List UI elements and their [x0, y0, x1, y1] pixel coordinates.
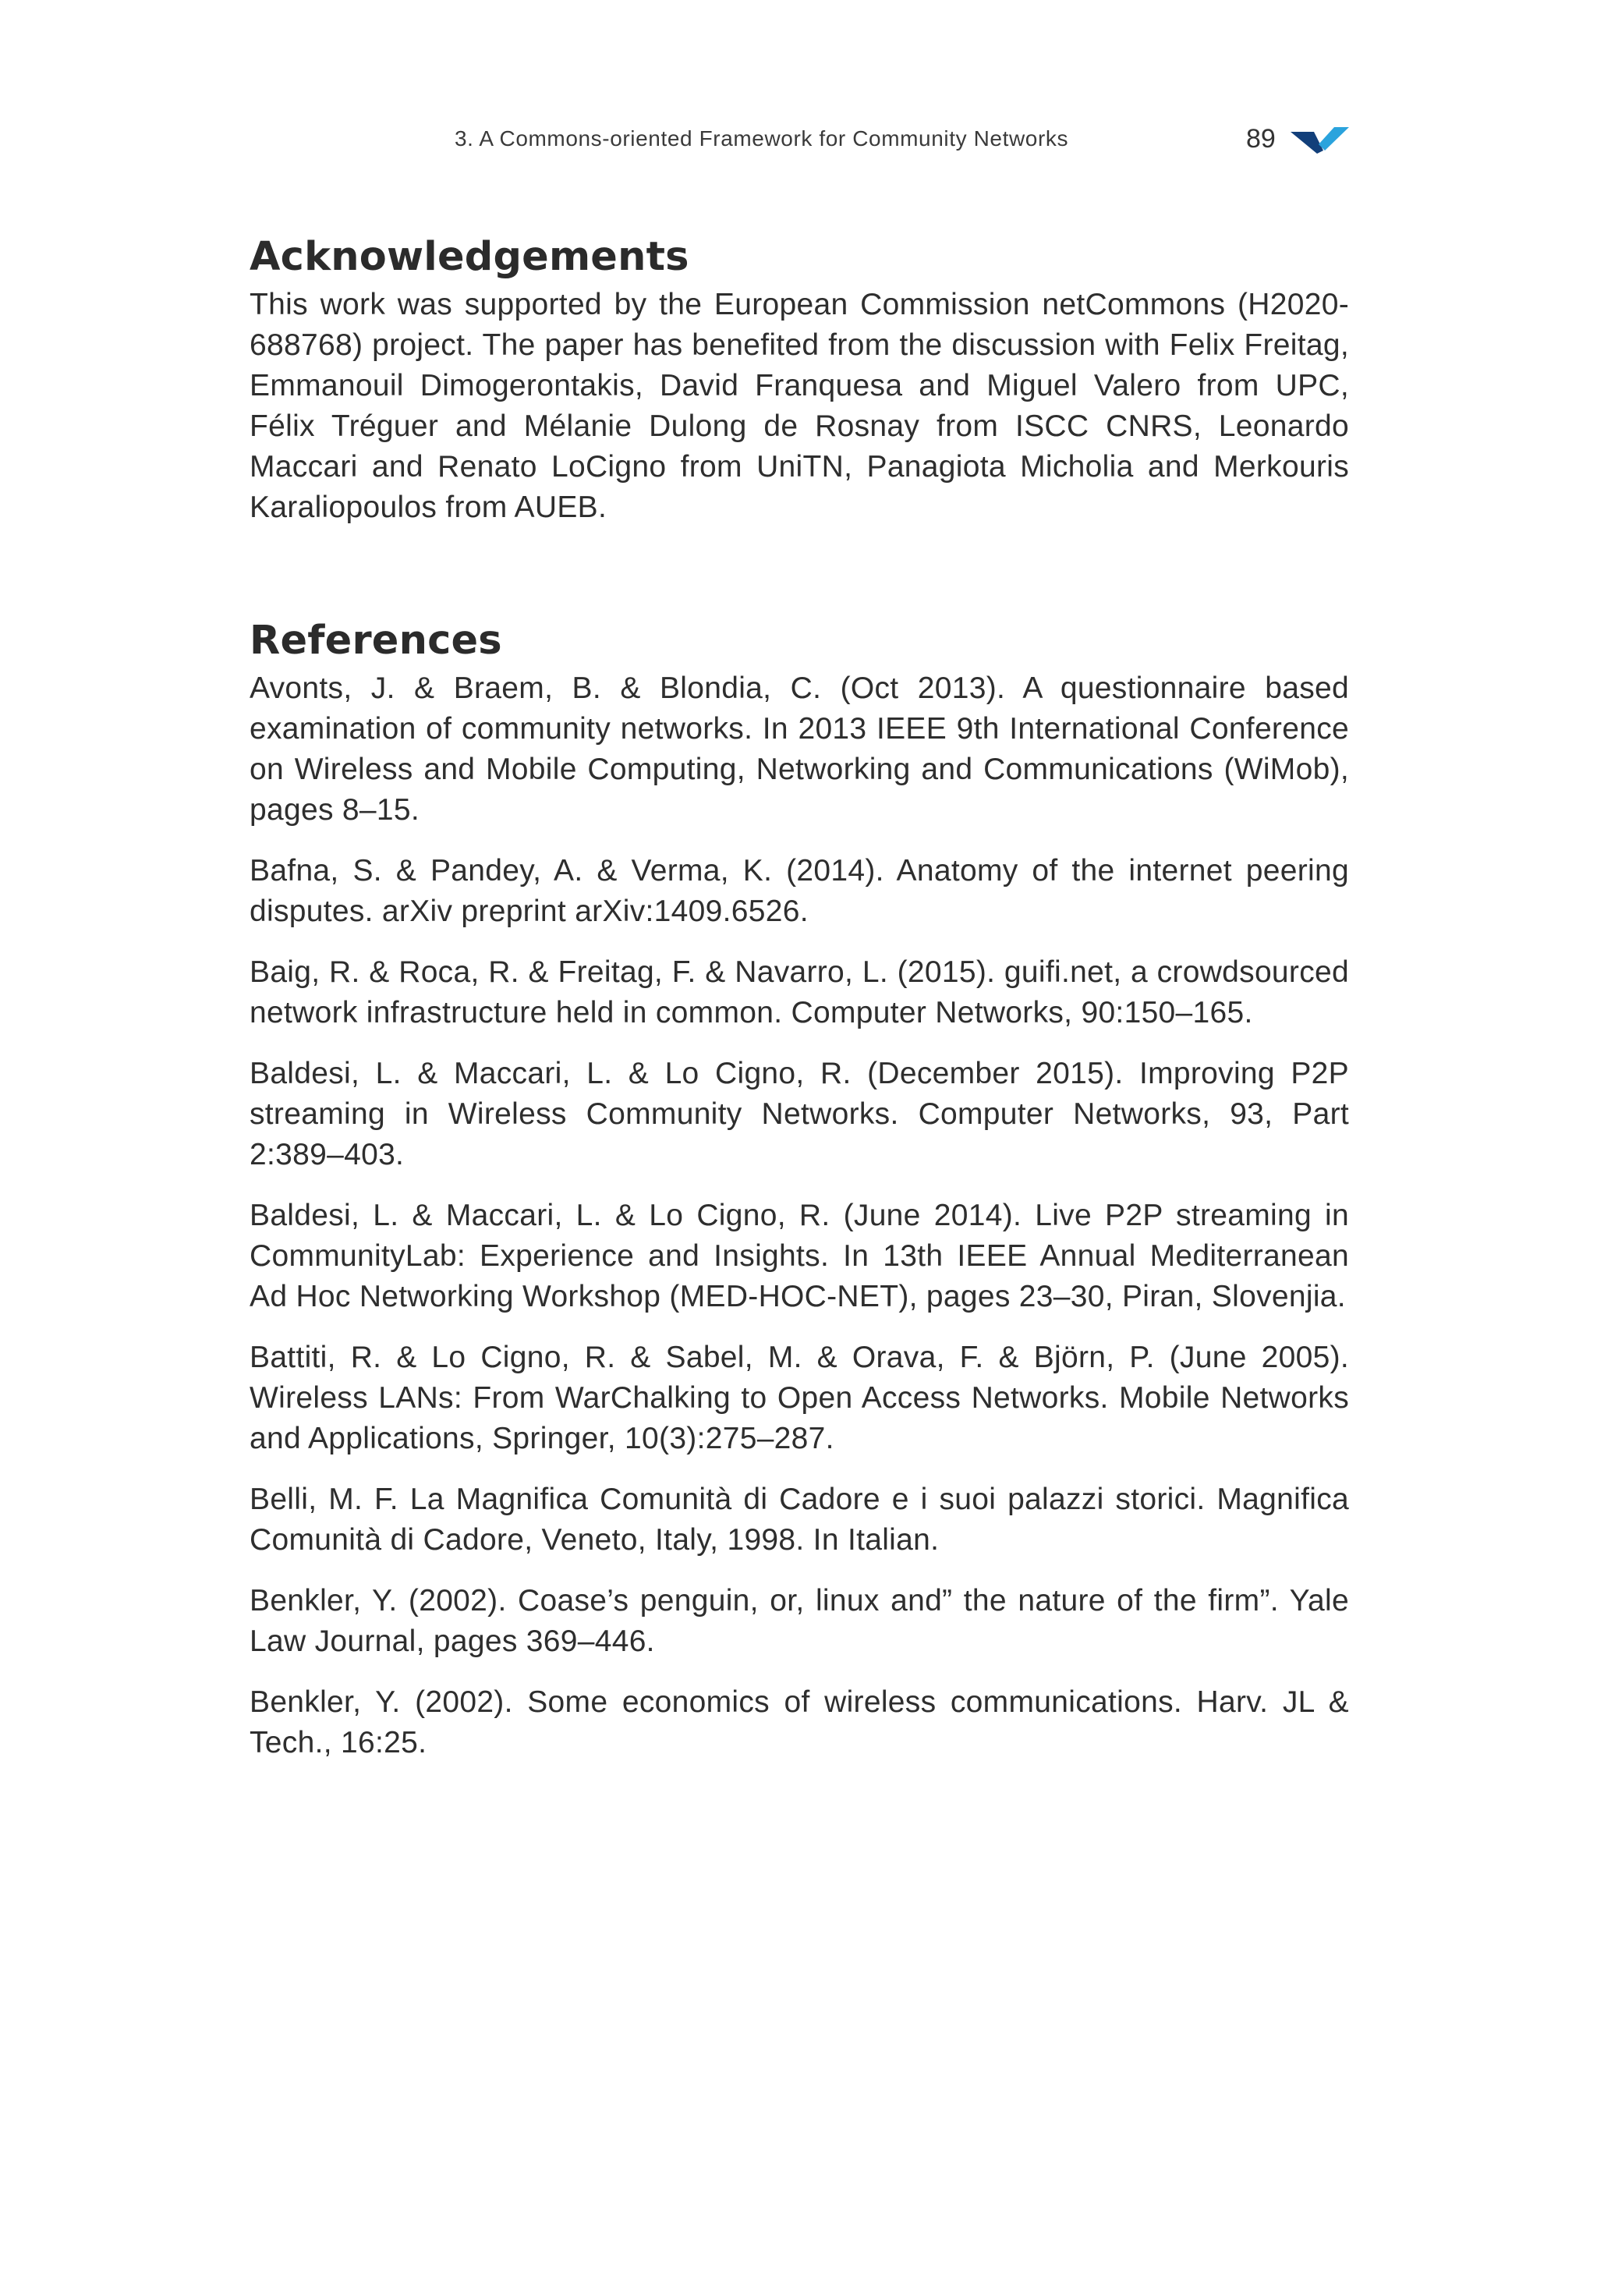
reference-item: Baig, R. & Roca, R. & Freitag, F. & Navarro, L. (2015). guifi.net, a crowdsourced network infrastructure held in common. Computer Networks, 90:150–165.	[250, 955, 1349, 1029]
reference-item: Belli, M. F. La Magnifica Comunità di Cadore e i suoi palazzi storici. Magnifica Comunità di Cadore, Veneto, Italy, 1998. In Italian.	[250, 1483, 1349, 1557]
reference-list	[250, 668, 1349, 1763]
reference-item: Battiti, R. & Lo Cigno, R. & Sabel, M. & Orava, F. & Björn, P. (June 2005). Wireless LANs: From WarChalking to Open Access Networks. Mobile Networks and Applications, Springer, 10(3):275–287.	[250, 1341, 1349, 1455]
running-header	[250, 121, 1349, 157]
reference-item: Baldesi, L. & Maccari, L. & Lo Cigno, R. (December 2015). Improving P2P streaming in Wireless Community Networks. Computer Networks, 93, Part 2:389–403.	[250, 1057, 1349, 1171]
logo-dark-shape	[1291, 132, 1323, 154]
page-number: 89	[1246, 124, 1276, 154]
references-heading: References	[250, 618, 502, 664]
logo-light-shape	[1319, 127, 1349, 151]
reference-item: Baldesi, L. & Maccari, L. & Lo Cigno, R. (June 2014). Live P2P streaming in CommunityLab: Experience and Insights. In 13th IEEE Annual Mediterranean Ad Hoc Networking Workshop (MED-HOC-NET), pages 23–30, Piran, Slovenjia.	[250, 1199, 1349, 1313]
reference-item: Avonts, J. & Braem, B. & Blondia, C. (Oct 2013). A questionnaire based examination of community networks. In 2013 IEEE 9th International Conference on Wireless and Mobile Computing, Networking and Communications (WiMob), pages 8–15.	[250, 671, 1349, 827]
running-title: 3. A Commons-oriented Framework for Community Networks	[455, 126, 1069, 151]
publisher-logo-icon	[1291, 127, 1349, 154]
acknowledgements-heading: Acknowledgements	[250, 234, 689, 280]
main-content	[250, 230, 1349, 1784]
reference-item: Benkler, Y. (2002). Coase’s penguin, or, linux and” the nature of the firm”. Yale Law Journal, pages 369–446.	[250, 1584, 1349, 1658]
reference-item: Bafna, S. & Pandey, A. & Verma, K. (2014). Anatomy of the internet peering disputes. arXiv preprint arXiv:1409.6526.	[250, 854, 1349, 928]
acknowledgements-text: This work was supported by the European Commission netCommons (H2020-688768) project. The paper has benefited from the discussion with Felix Freitag, Emmanouil Dimogerontakis, David Franquesa and Miguel Valero from UPC, Félix Tréguer and Mélanie Dulong de Rosnay from ISCC CNRS, Leonardo Maccari and Renato LoCigno from UniTN, Panagiota Micholia and Merkouris Karaliopoulos from AUEB.	[250, 288, 1349, 524]
reference-item: Benkler, Y. (2002). Some economics of wireless communications. Harv. JL & Tech., 16:25.	[250, 1685, 1349, 1759]
